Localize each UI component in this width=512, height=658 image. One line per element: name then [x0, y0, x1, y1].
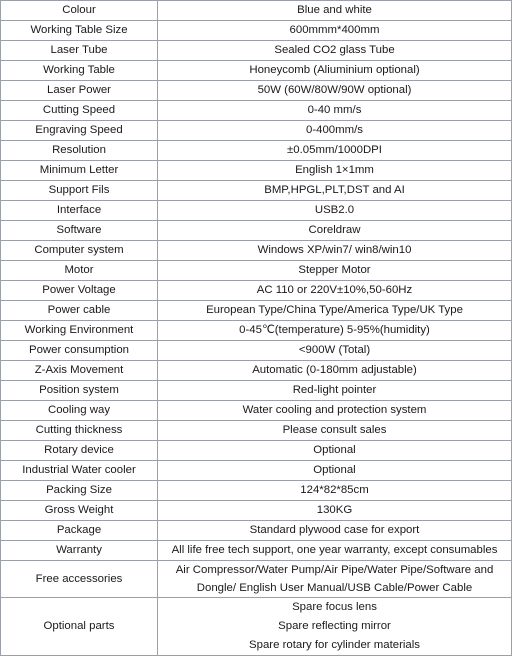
spec-label: Motor [1, 261, 158, 281]
spec-row [1, 401, 512, 421]
spec-row [1, 241, 512, 261]
spec-label: Cutting thickness [1, 421, 158, 441]
spec-value-line: <900W (Total) [298, 344, 371, 356]
spec-row [1, 41, 512, 61]
spec-label: Power Voltage [1, 281, 158, 301]
spec-row [1, 201, 512, 221]
spec-value [158, 181, 512, 201]
spec-value [158, 261, 512, 281]
spec-value-line: Red-light pointer [292, 384, 377, 396]
spec-row [1, 441, 512, 461]
spec-table-body [1, 1, 512, 656]
spec-value [158, 281, 512, 301]
spec-value-line: Optional [313, 444, 356, 456]
spec-value [158, 598, 512, 656]
spec-value-line: Dongle/ English User Manual/USB Cable/Power Cable [196, 582, 473, 594]
spec-value-line: Spare focus lens [292, 601, 377, 613]
spec-value [158, 201, 512, 221]
spec-value-line: Honeycomb (Aliuminium optional) [249, 64, 420, 76]
spec-label: Power cable [1, 301, 158, 321]
spec-label: Interface [1, 201, 158, 221]
spec-row [1, 1, 512, 21]
spec-label: Free accessories [1, 561, 158, 598]
spec-label: Laser Tube [1, 41, 158, 61]
spec-value-line: Standard plywood case for export [249, 524, 420, 536]
spec-label: Colour [1, 1, 158, 21]
spec-row [1, 521, 512, 541]
spec-value-line: Coreldraw [308, 224, 361, 236]
spec-value-line: Please consult sales [282, 424, 387, 436]
spec-value-line: 0-40 mm/s [307, 104, 362, 116]
spec-row [1, 361, 512, 381]
spec-row [1, 501, 512, 521]
spec-row [1, 301, 512, 321]
spec-value-line: English 1×1mm [295, 164, 374, 176]
spec-row [1, 121, 512, 141]
spec-label: Power consumption [1, 341, 158, 361]
spec-row [1, 161, 512, 181]
spec-label: Working Environment [1, 321, 158, 341]
spec-value-line: 0-45℃(temperature) 5-95%(humidity) [239, 324, 430, 336]
spec-value-line: Windows XP/win7/ win8/win10 [257, 244, 412, 256]
spec-value-line: 130KG [316, 504, 353, 516]
spec-row [1, 421, 512, 441]
spec-label: Optional parts [1, 598, 158, 656]
spec-label: Gross Weight [1, 501, 158, 521]
spec-label: Package [1, 521, 158, 541]
spec-value [158, 401, 512, 421]
spec-value [158, 21, 512, 41]
spec-value [158, 1, 512, 21]
spec-row [1, 61, 512, 81]
spec-value [158, 421, 512, 441]
spec-value-line: ±0.05mm/1000DPI [287, 144, 382, 156]
spec-value [158, 341, 512, 361]
spec-label: Cooling way [1, 401, 158, 421]
spec-value [158, 141, 512, 161]
spec-row [1, 81, 512, 101]
spec-value-line: Blue and white [297, 4, 372, 16]
spec-row [1, 321, 512, 341]
spec-label: Working Table Size [1, 21, 158, 41]
spec-label: Resolution [1, 141, 158, 161]
spec-label: Computer system [1, 241, 158, 261]
spec-value [158, 381, 512, 401]
spec-value [158, 61, 512, 81]
spec-row [1, 598, 512, 656]
spec-value [158, 301, 512, 321]
spec-value-line: 0-400mm/s [306, 124, 363, 136]
spec-label: Z-Axis Movement [1, 361, 158, 381]
spec-label: Working Table [1, 61, 158, 81]
spec-value [158, 321, 512, 341]
spec-value-line: Spare reflecting mirror [278, 620, 391, 632]
spec-value [158, 221, 512, 241]
spec-value [158, 561, 512, 598]
spec-value [158, 81, 512, 101]
spec-label: Minimum Letter [1, 161, 158, 181]
spec-value [158, 101, 512, 121]
spec-row [1, 101, 512, 121]
spec-value-line: Automatic (0-180mm adjustable) [252, 364, 417, 376]
spec-label: Packing Size [1, 481, 158, 501]
spec-value-line: Water cooling and protection system [242, 404, 427, 416]
spec-label: Laser Power [1, 81, 158, 101]
spec-value-line: European Type/China Type/America Type/UK Type [206, 304, 463, 316]
spec-label: Engraving Speed [1, 121, 158, 141]
spec-label: Position system [1, 381, 158, 401]
spec-row [1, 381, 512, 401]
spec-value-line: Sealed CO2 glass Tube [274, 44, 395, 56]
spec-value-line: 50W (60W/80W/90W optional) [257, 84, 412, 96]
spec-value-line: All life free tech support, one year warranty, except consumables [171, 544, 498, 556]
spec-value [158, 121, 512, 141]
spec-row [1, 21, 512, 41]
spec-label: Industrial Water cooler [1, 461, 158, 481]
spec-row [1, 281, 512, 301]
spec-value-line: 600mmm*400mm [289, 24, 380, 36]
spec-value [158, 481, 512, 501]
spec-value [158, 521, 512, 541]
spec-value-line: Optional [313, 464, 356, 476]
spec-label: Software [1, 221, 158, 241]
spec-value [158, 461, 512, 481]
spec-value [158, 541, 512, 561]
spec-row [1, 481, 512, 501]
spec-value-line: USB2.0 [314, 204, 355, 216]
spec-value-line: Air Compressor/Water Pump/Air Pipe/Water Pipe/Software and [175, 564, 494, 576]
spec-value [158, 501, 512, 521]
spec-label: Rotary device [1, 441, 158, 461]
spec-label: Warranty [1, 541, 158, 561]
spec-value [158, 41, 512, 61]
spec-value [158, 161, 512, 181]
spec-value [158, 441, 512, 461]
spec-row [1, 141, 512, 161]
spec-value-line: 124*82*85cm [300, 484, 369, 496]
spec-row [1, 461, 512, 481]
spec-row [1, 181, 512, 201]
spec-row [1, 261, 512, 281]
spec-row [1, 541, 512, 561]
spec-row [1, 221, 512, 241]
spec-row [1, 561, 512, 598]
spec-value-line: Stepper Motor [298, 264, 371, 276]
spec-value [158, 241, 512, 261]
spec-value-line: AC 110 or 220V±10%,50-60Hz [256, 284, 413, 296]
spec-label: Cutting Speed [1, 101, 158, 121]
spec-value-line: Spare rotary for cylinder materials [249, 639, 420, 651]
spec-label: Support Fils [1, 181, 158, 201]
spec-value [158, 361, 512, 381]
spec-value-line: BMP,HPGL,PLT,DST and AI [264, 184, 405, 196]
spec-row [1, 341, 512, 361]
